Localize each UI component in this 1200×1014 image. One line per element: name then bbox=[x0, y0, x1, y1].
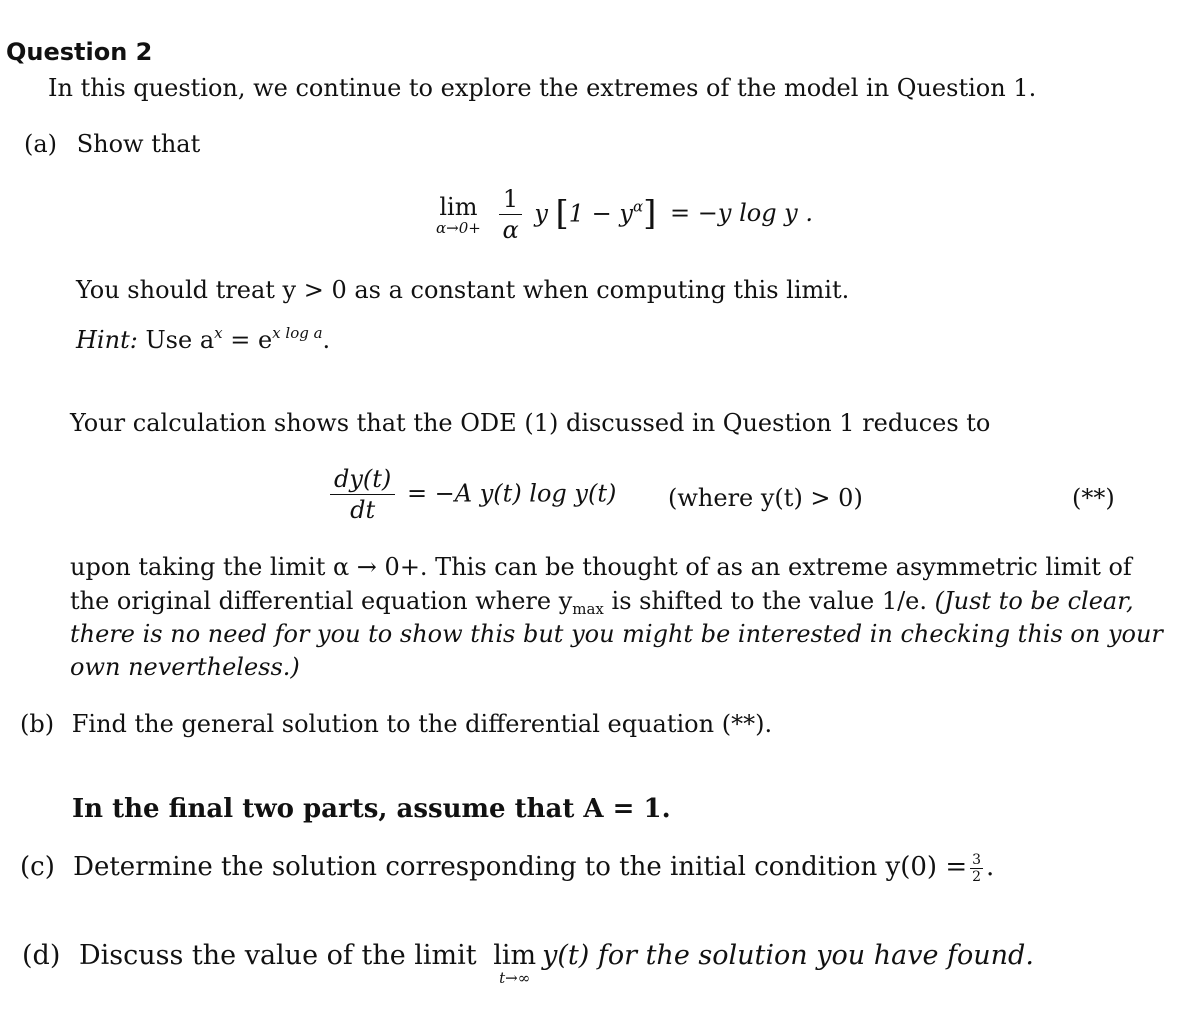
part-d-label: (d) bbox=[22, 940, 61, 971]
part-c: (c) Determine the solution corresponding to the initial condition y(0) = $\frac{3}{2}$ . bbox=[20, 851, 995, 885]
part-d-text-b: y(t) for the solution you have found. bbox=[542, 940, 1034, 971]
part-a-equation: lim α→0+ $\frac{1}{\alpha}$ y $[1 - y^\alpha] = -y$ log y . bbox=[436, 185, 813, 245]
ode-after-line-4: own nevertheless.) bbox=[70, 653, 300, 681]
part-a-note: You should treat y > 0 as a constant when computing this limit. bbox=[76, 276, 850, 304]
ode-after-line-3: there is no need for you to show this but you might be interested in checking this on your bbox=[70, 620, 1163, 648]
ode-tag: (**) bbox=[1072, 484, 1115, 512]
part-b-label: (b) bbox=[20, 710, 55, 738]
part-d bbox=[22, 940, 1034, 986]
ode-intro: Your calculation shows that the ODE (1) discussed in Question 1 reduces to bbox=[70, 409, 991, 437]
limit-operator: lim α→0+ bbox=[436, 193, 481, 238]
ode-after-line-1: upon taking the limit α → 0+. This can be thought of as an extreme asymmetric limit of bbox=[70, 553, 1132, 581]
part-c-text: Determine the solution corresponding to the initial condition y(0) = bbox=[73, 852, 968, 882]
part-b-text: Find the general solution to the differential equation (**). bbox=[71, 710, 773, 738]
part-d-text-a: Discuss the value of the limit bbox=[78, 940, 477, 971]
ode-equation: $\frac{dy(t)}{dt}$ = −A y(t) log y(t) bbox=[326, 466, 616, 524]
part-a-header bbox=[24, 130, 200, 158]
question-intro: In this question, we continue to explore the extremes of the model in Question 1. bbox=[48, 74, 1037, 102]
limit-t-infinity: lim t→∞ bbox=[493, 940, 537, 987]
assumption-text: In the final two parts, assume that A = 1. bbox=[72, 794, 671, 824]
ode-condition: (where y(t) > 0) bbox=[668, 484, 863, 512]
ode-after-line-2: the original differential equation where $y_{max}$ is shifted to the value 1/e. (Just to be clear, bbox=[70, 587, 1134, 618]
part-a-label: (a) bbox=[24, 130, 58, 158]
part-c-label: (c) bbox=[20, 852, 55, 882]
part-a-hint: Hint: Use $a^x = e^{x log a}$. bbox=[76, 324, 331, 354]
three-halves-fraction: $\frac{3}{2}$ bbox=[972, 851, 982, 885]
dy-dt-fraction: $\frac{dy(t)}{dt}$ bbox=[330, 466, 395, 524]
question-heading: Question 2 bbox=[6, 38, 153, 66]
one-over-alpha-fraction: $\frac{1}{\alpha}$ bbox=[498, 186, 522, 244]
part-b bbox=[20, 710, 772, 738]
part-a-prompt: Show that bbox=[76, 130, 201, 158]
